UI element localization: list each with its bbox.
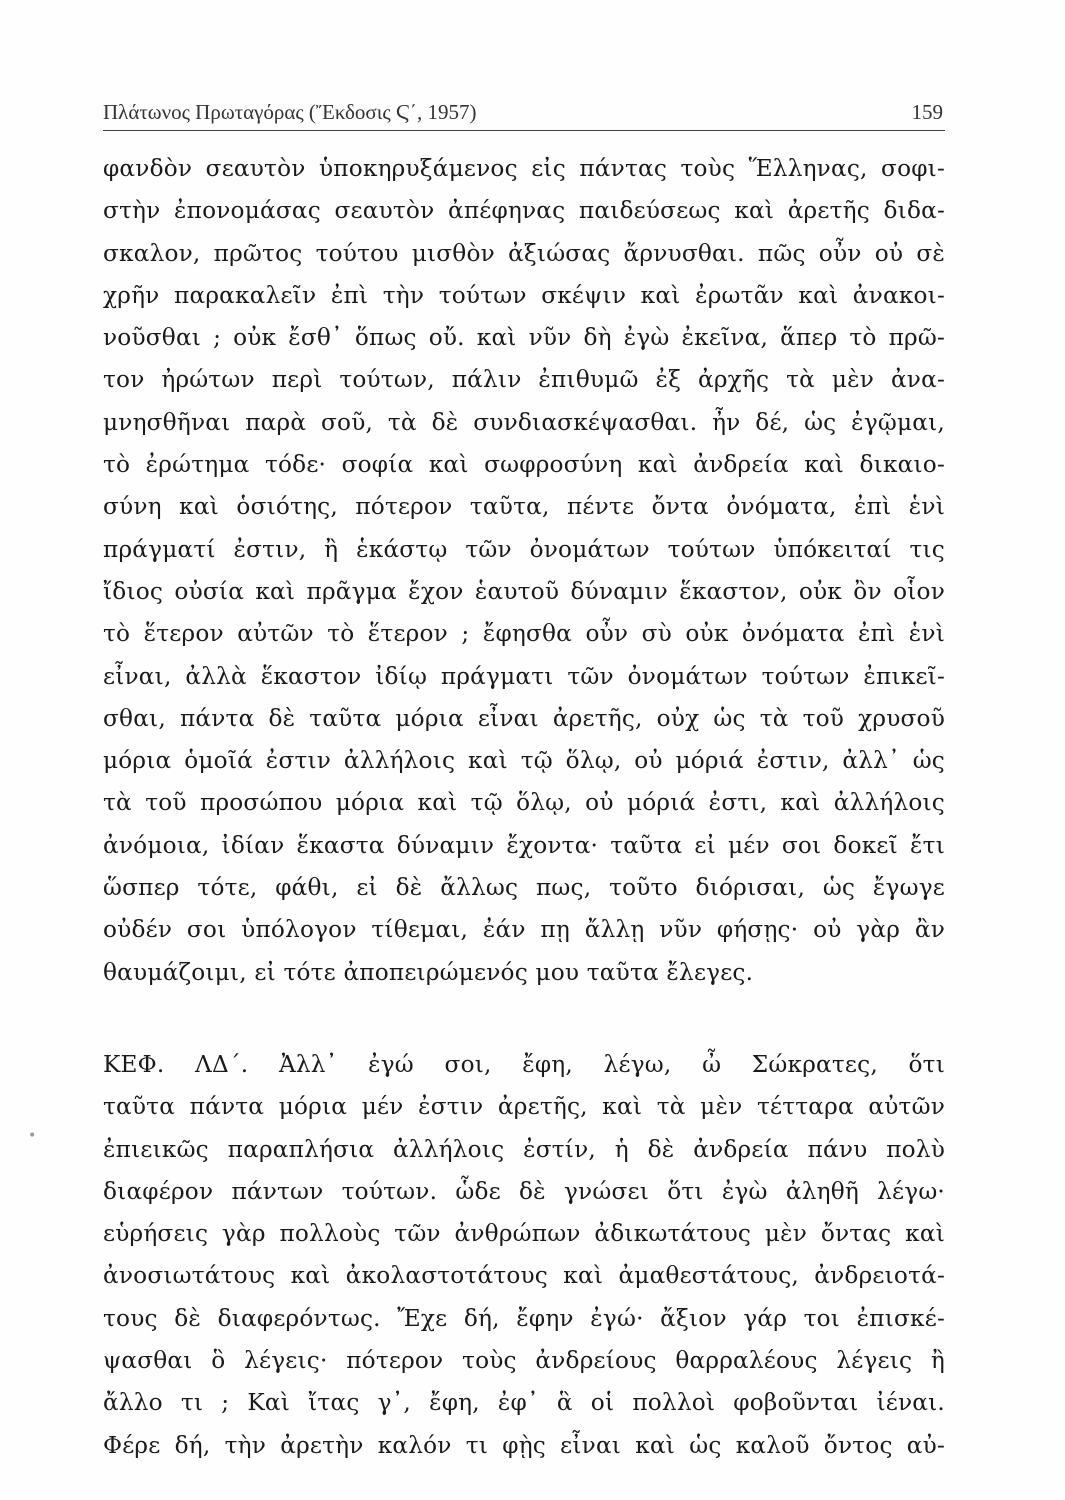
text-line: ἄλλο τι ; Καὶ ἴτας γ᾿, ἔφη, ἐφ᾿ ἃ οἱ πολλοὶ φοβοῦνται ἰέναι. (103, 1389, 945, 1417)
text-line: σθαι, πάντα δὲ ταῦτα μόρια εἶναι ἀρετῆς, οὐχ ὡς τὰ τοῦ χρυσοῦ (103, 704, 945, 732)
body-text (103, 148, 945, 1467)
text-line: διαφέρον πάντων τούτων. ὧδε δὲ γνώσει ὅτι ἐγὼ ἀληθῆ λέγω· (103, 1177, 945, 1205)
text-line: νοῦσθαι ; οὐκ ἔσθ᾿ ὅπως οὔ. καὶ νῦν δὴ ἐγὼ ἐκεῖνα, ἅπερ τὸ πρῶ- (103, 324, 945, 352)
running-head (103, 91, 943, 125)
text-line: τὰ τοῦ προσώπου μόρια καὶ τῷ ὅλῳ, οὐ μόριά ἐστι, καὶ ἀλλήλοις (103, 789, 945, 817)
text-line: ἴδιος οὐσία καὶ πρᾶγμα ἔχον ἑαυτοῦ δύναμιν ἕκαστον, οὐκ ὂν οἷον (103, 577, 945, 605)
text-line: ταῦτα πάντα μόρια μέν ἐστιν ἀρετῆς, καὶ τὰ μὲν τέτταρα αὐτῶν (103, 1093, 945, 1121)
text-line: τον ἠρώτων περὶ τούτων, πάλιν ἐπιθυμῶ ἐξ ἀρχῆς τὰ μὲν ἀνα- (103, 366, 945, 394)
text-line: εἶναι, ἀλλὰ ἕκαστον ἰδίῳ πράγματι τῶν ὀνομάτων τούτων ἐπικεῖ- (103, 662, 945, 690)
paragraph-gap (103, 994, 945, 1044)
text-line: ἐπιεικῶς παραπλήσια ἀλλήλοις ἐστίν, ἡ δὲ ἀνδρεία πάνυ πολὺ (103, 1135, 945, 1163)
text-line: εὑρήσεις γὰρ πολλοὺς τῶν ἀνθρώπων ἀδικωτάτους μὲν ὄντας καὶ (103, 1220, 945, 1248)
text-line: φανδὸν σεαυτὸν ὑποκηρυξάμενος εἰς πάντας τοὺς Ἕλληνας, σοφι- (103, 155, 945, 182)
text-line: μόρια ὁμοῖά ἐστιν ἀλλήλοις καὶ τῷ ὅλῳ, οὐ μόριά ἐστιν, ἀλλ᾿ ὡς (103, 747, 945, 775)
text-line: χρῆν παρακαλεῖν ἐπὶ τὴν τούτων σκέψιν καὶ ἐρωτᾶν καὶ ἀνακοι- (103, 281, 945, 309)
running-head-title: Πλάτωνος Πρωταγόρας (Ἔκδοσις Ϛ΄, 1957) (103, 100, 477, 124)
text-line: σύνη καὶ ὁσιότης, πότερον ταῦτα, πέντε ὄντα ὀνόματα, ἐπὶ ἑνὶ (103, 493, 945, 521)
text-line: πράγματί ἐστιν, ἢ ἑκάστῳ τῶν ὀνομάτων τούτων ὑπόκειταί τις (103, 535, 945, 563)
text-line: οὐδέν σοι ὑπόλογον τίθεμαι, ἐάν πῃ ἄλλῃ νῦν φήσῃς· οὐ γὰρ ἂν (103, 916, 945, 944)
page-number: 159 (911, 100, 943, 124)
text-line: τὸ ἕτερον αὐτῶν τὸ ἕτερον ; ἔφησθα οὖν σὺ οὐκ ὀνόματα ἐπὶ ἑνὶ (103, 620, 945, 648)
text-line: ψασθαι ὃ λέγεις· πότερον τοὺς ἀνδρείους θαρραλέους λέγεις ἢ (103, 1347, 945, 1375)
text-line: τους δὲ διαφερόντως. Ἔχε δή, ἔφην ἐγώ· ἄξιον γάρ τοι ἐπισκέ- (103, 1304, 945, 1332)
paragraph-2 (103, 1044, 945, 1467)
margin-mark-icon: • (28, 1128, 37, 1144)
text-line: στὴν ἐπονομάσας σεαυτὸν ἀπέφηνας παιδεύσεως καὶ ἀρετῆς διδα- (103, 197, 945, 225)
text-line: τὸ ἐρώτημα τόδε· σοφία καὶ σωφροσύνη καὶ ἀνδρεία καὶ δικαιο- (103, 451, 945, 479)
paragraph-1 (103, 148, 945, 994)
text-line: μνησθῆναι παρὰ σοῦ, τὰ δὲ συνδιασκέψασθαι. ἦν δέ, ὡς ἐγῷμαι, (103, 408, 945, 436)
text-line: ὥσπερ τότε, φάθι, εἰ δὲ ἄλλως πως, τοῦτο διόρισαι, ὡς ἔγωγε (103, 874, 945, 902)
header-rule (103, 130, 945, 131)
text-line: σκαλον, πρῶτος τούτου μισθὸν ἀξιώσας ἄρνυσθαι. πῶς οὖν οὐ σὲ (103, 239, 945, 267)
text-line: ἀνόμοια, ἰδίαν ἕκαστα δύναμιν ἔχοντα· ταῦτα εἰ μέν σοι δοκεῖ ἔτι (103, 831, 945, 859)
text-line: θαυμάζοιμι, εἰ τότε ἀποπειρώμενός μου ταῦτα ἔλεγες. (103, 958, 754, 986)
text-line: ἀνοσιωτάτους καὶ ἀκολαστοτάτους καὶ ἀμαθεστάτους, ἀνδρειοτά- (103, 1262, 945, 1290)
text-line: ΚΕΦ. ΛΔ΄. Ἀλλ᾿ ἐγώ σοι, ἔφη, λέγω, ὦ Σώκρατες, ὅτι (103, 1050, 945, 1078)
text-line: Φέρε δή, τὴν ἀρετὴν καλόν τι φῂς εἶναι καὶ ὡς καλοῦ ὄντος αὐ- (103, 1431, 945, 1459)
